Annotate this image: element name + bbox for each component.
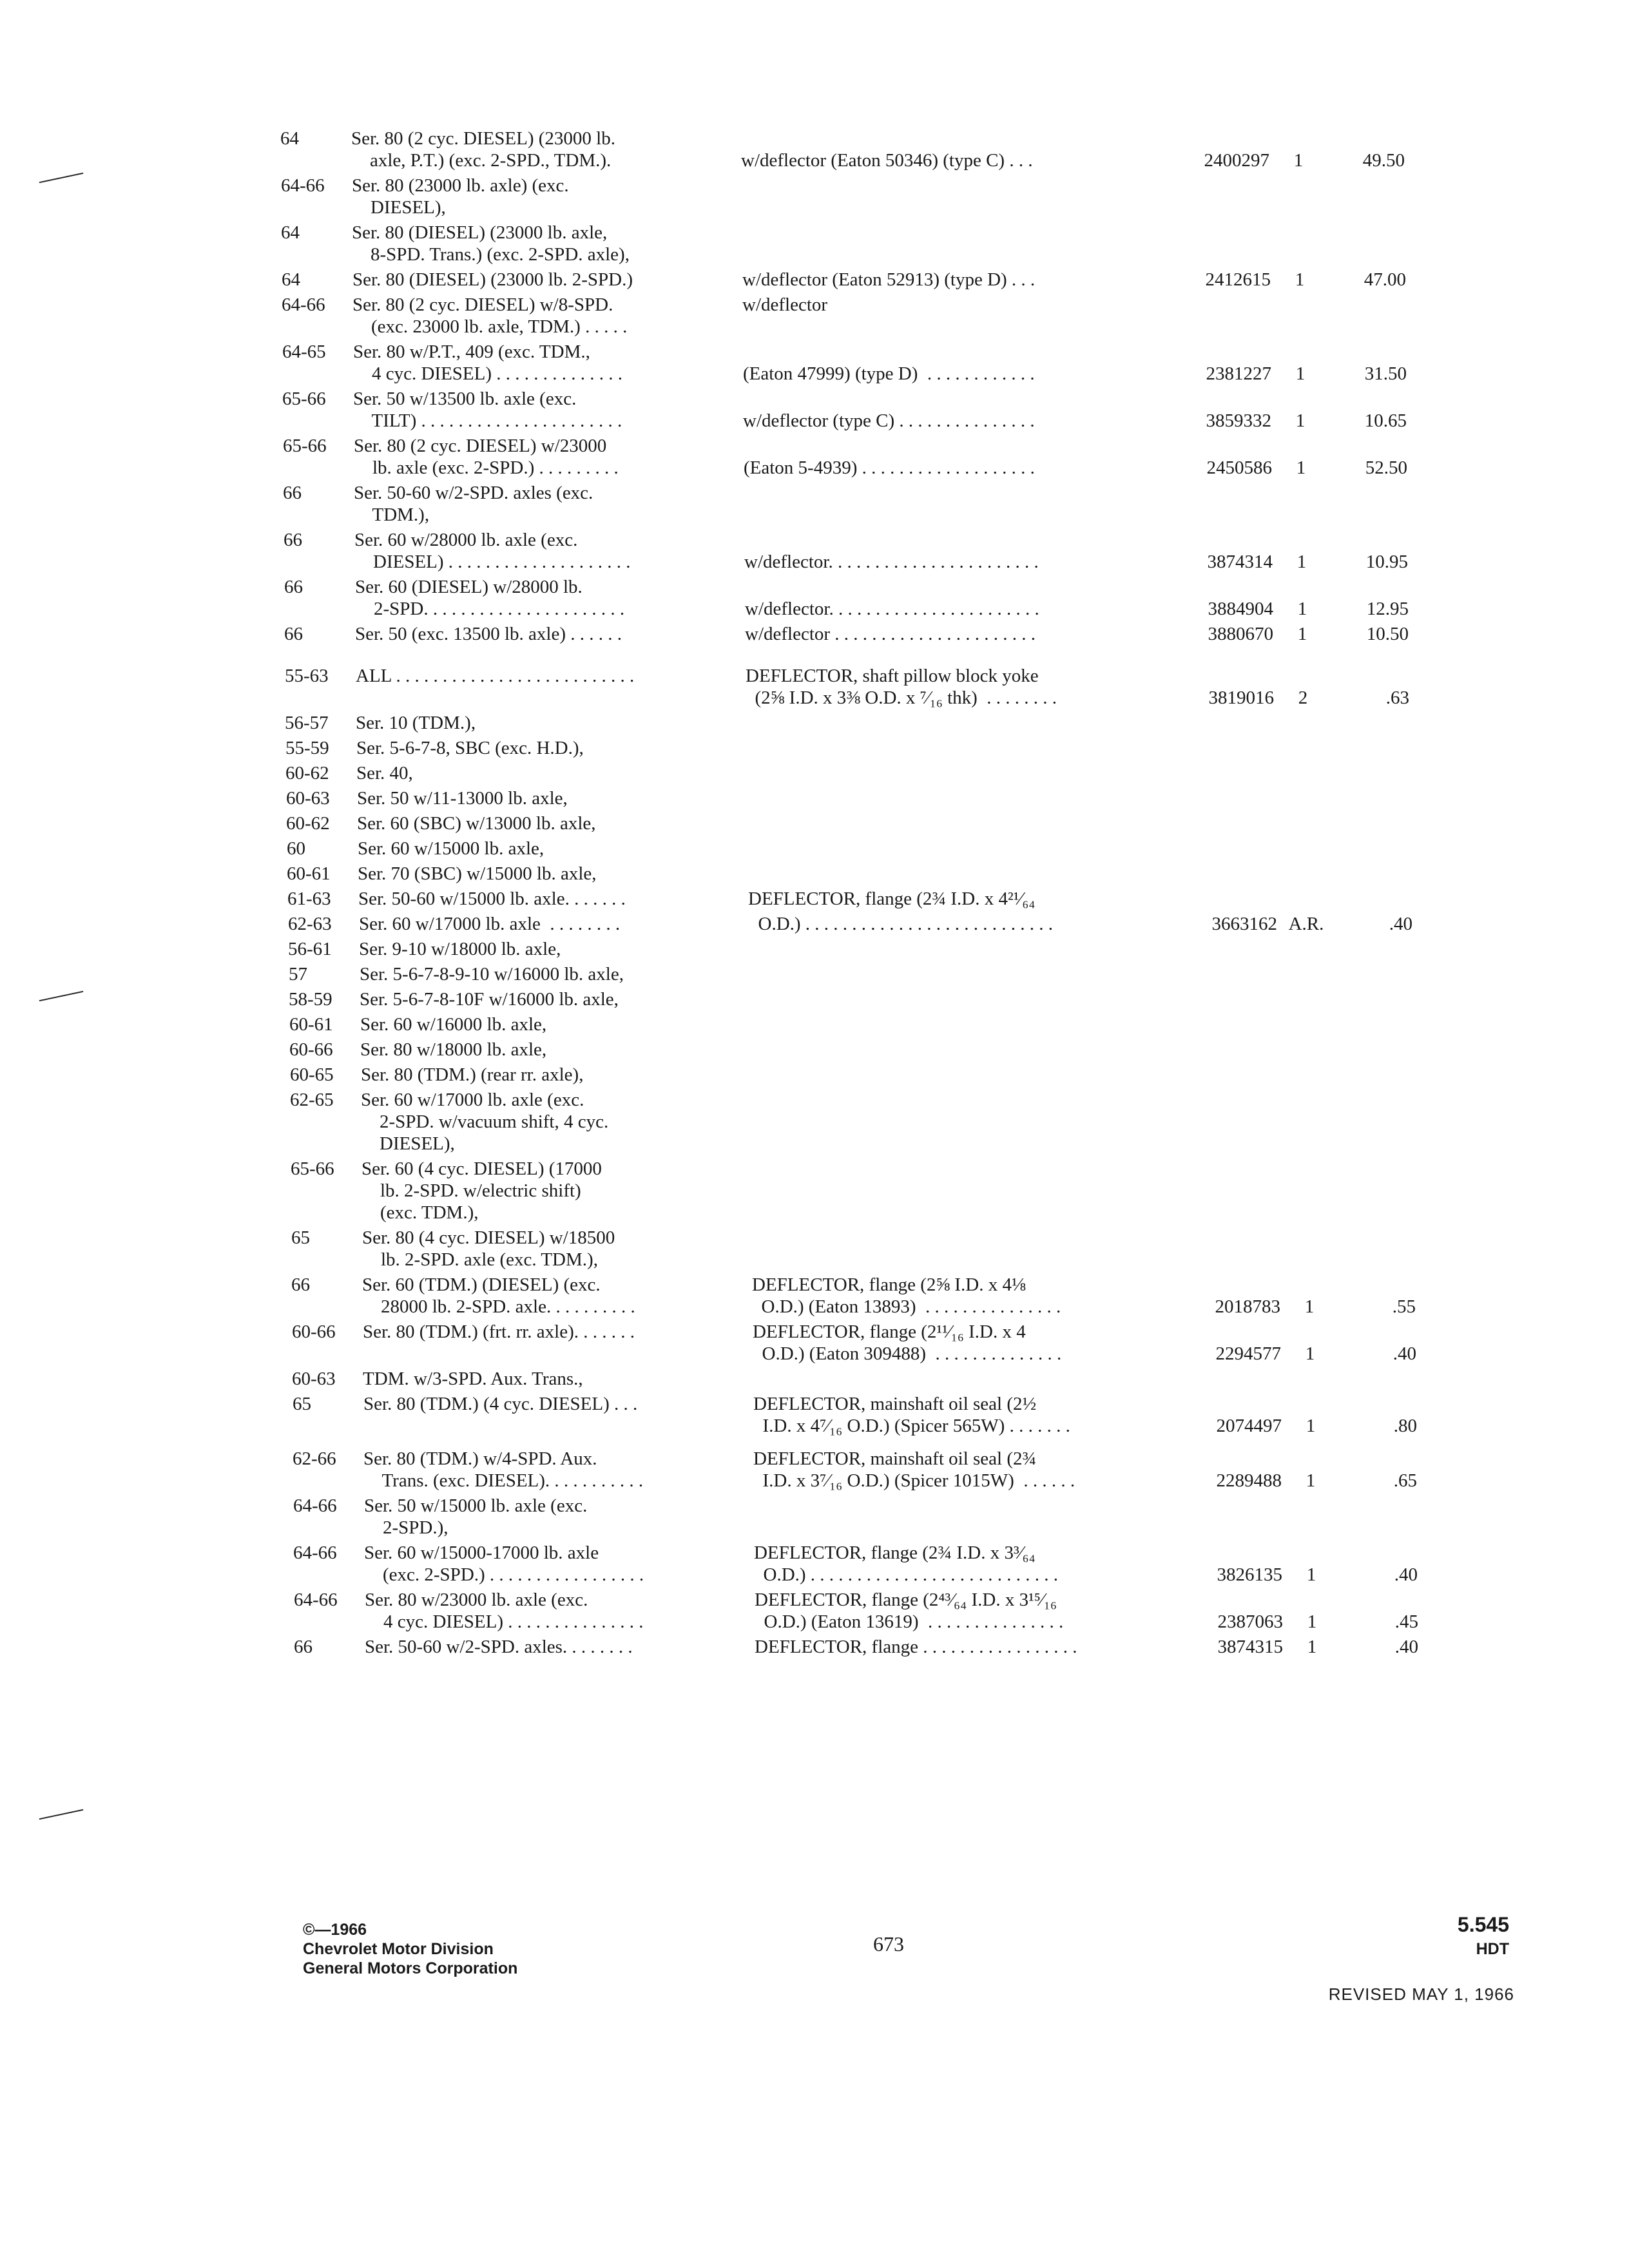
application-text: Ser. 50-60 w/2-SPD. axles. . . . . . . . [365,1637,633,1657]
model-year: 66 [284,530,302,550]
application-text: 2-SPD. w/vacuum shift, 4 cyc. [361,1111,609,1132]
quantity: 1 [1295,269,1305,290]
application-text: Ser. 50-60 w/2-SPD. axles (exc. [354,483,593,503]
model-year: 56-57 [285,713,329,733]
unit-price: .63 [1385,687,1409,708]
section-number: 5.545 [1457,1913,1509,1936]
quantity: 1 [1307,1611,1317,1632]
application-text: Ser. 80 (4 cyc. DIESEL) w/18500 [362,1227,615,1248]
application-text: 2-SPD. . . . . . . . . . . . . . . . . . . . . . [355,599,625,619]
copyright-line: ©—1966 [303,1921,367,1939]
part-description: (Eaton 5-4939) . . . . . . . . . . . . . . . . . . . [744,457,1035,478]
model-year: 66 [294,1637,313,1657]
part-description: w/deflector. . . . . . . . . . . . . . . . . . . . . . . [745,599,1039,619]
part-number: 2412615 [1205,269,1271,290]
model-year: 65 [293,1394,311,1414]
model-year: 64 [280,128,299,149]
application-text: Ser. 9-10 w/18000 lb. axle, [359,939,561,959]
application-text: ALL . . . . . . . . . . . . . . . . . . . . . . . . . . [356,666,635,686]
part-description: DEFLECTOR, flange (2¹¹⁄₁₆ I.D. x 4 [753,1321,1026,1342]
quantity: 1 [1304,1296,1315,1317]
application-text: Trans. (exc. DIESEL). . . . . . . . . . . [363,1470,644,1491]
model-year: 65-66 [282,389,326,409]
unit-price: .80 [1393,1416,1417,1436]
quantity: A.R. [1288,914,1324,934]
application-text: Ser. 50-60 w/15000 lb. axle. . . . . . . [358,889,626,909]
quantity: 1 [1306,1416,1316,1436]
unit-price: .55 [1392,1296,1416,1317]
part-number: 3859332 [1206,410,1271,431]
unit-price: .40 [1394,1564,1418,1585]
part-number: 3874315 [1217,1637,1283,1657]
part-description: DEFLECTOR, shaft pillow block yoke [746,666,1039,686]
quantity: 1 [1305,1343,1315,1364]
model-year: 60-66 [289,1039,333,1060]
application-text: Ser. 60 (DIESEL) w/28000 lb. [355,577,583,597]
part-description: (Eaton 47999) (type D) . . . . . . . . . . . . [743,363,1035,384]
part-description: w/deflector (Eaton 52913) (type D) . . . [742,269,1036,290]
unit-price: .65 [1393,1470,1417,1491]
application-text: lb. 2-SPD. w/electric shift) [361,1180,581,1201]
part-description: DEFLECTOR, flange . . . . . . . . . . . . . . . . . [755,1637,1077,1657]
quantity: 1 [1297,599,1307,619]
application-text: Ser. 60 w/15000-17000 lb. axle [364,1542,599,1563]
model-year: 66 [283,483,302,503]
quantity: 1 [1296,552,1307,572]
part-number: 2294577 [1215,1343,1281,1364]
model-year: 60-65 [290,1064,334,1085]
model-year: 66 [291,1274,310,1295]
application-text: Ser. 80 (TDM.) (4 cyc. DIESEL) . . . [363,1394,638,1414]
application-text: Ser. 80 (DIESEL) (23000 lb. 2-SPD.) [352,269,633,290]
model-year: 64-65 [282,341,326,362]
application-text: Ser. 60 w/28000 lb. axle (exc. [354,530,578,550]
application-text: Ser. 5-6-7-8, SBC (exc. H.D.), [356,738,584,758]
application-text: (exc. 2-SPD.) . . . . . . . . . . . . . . . . . [364,1564,644,1585]
model-year: 55-63 [285,666,329,686]
part-description: DEFLECTOR, mainshaft oil seal (2¾ [753,1448,1037,1469]
model-year: 64-66 [294,1590,338,1610]
part-description: w/deflector (Eaton 50346) (type C) . . . [741,150,1033,171]
part-description: I.D. x 4⁷⁄₁₆ O.D.) (Spicer 565W) . . . . . . . [753,1416,1070,1436]
part-description: w/deflector [742,294,828,315]
part-number: 3880670 [1208,624,1273,644]
application-text: Ser. 80 (TDM.) w/4-SPD. Aux. [363,1448,597,1469]
model-year: 64 [281,222,300,243]
application-text: 28000 lb. 2-SPD. axle. . . . . . . . . . [362,1296,635,1317]
application-text: 4 cyc. DIESEL) . . . . . . . . . . . . . . [353,363,623,384]
corporation-name: General Motors Corporation [303,1959,518,1977]
unit-price: 52.50 [1365,457,1407,478]
application-text: Ser. 80 (2 cyc. DIESEL) (23000 lb. [351,128,615,149]
quantity: 1 [1297,624,1307,644]
quantity: 1 [1293,150,1304,171]
part-number: 3874314 [1207,552,1273,572]
application-text: lb. axle (exc. 2-SPD.) . . . . . . . . . [354,457,619,478]
unit-price: 31.50 [1364,363,1407,384]
model-year: 60-61 [287,863,331,884]
part-description: DEFLECTOR, flange (2¾ I.D. x 4²¹⁄₆₄ [748,889,1036,909]
application-text: Ser. 60 (4 cyc. DIESEL) (17000 [361,1158,602,1179]
binding-mark [39,173,84,184]
part-description: w/deflector . . . . . . . . . . . . . . . . . . . . . . [745,624,1036,644]
part-description: O.D.) . . . . . . . . . . . . . . . . . . . . . . . . . . . [754,1564,1059,1585]
application-text: Ser. 50 w/11-13000 lb. axle, [357,788,568,809]
model-year: 60 [287,838,305,859]
part-number: 2074497 [1216,1416,1282,1436]
unit-price: 47.00 [1364,269,1406,290]
model-year: 60-62 [285,763,329,783]
page-number: 673 [873,1932,904,1956]
application-text: Ser. 5-6-7-8-10F w/16000 lb. axle, [360,989,619,1010]
unit-price: .40 [1389,914,1412,934]
application-text: 8-SPD. Trans.) (exc. 2-SPD. axle), [352,244,630,265]
model-year: 62-66 [293,1448,336,1469]
application-text: Ser. 80 (TDM.) (frt. rr. axle). . . . . . . [363,1321,635,1342]
application-text: (exc. TDM.), [361,1202,479,1223]
model-year: 64-66 [293,1495,337,1516]
application-text: Ser. 80 (23000 lb. axle) (exc. [352,175,569,196]
application-text: Ser. 5-6-7-8-9-10 w/16000 lb. axle, [360,964,624,985]
application-text: DIESEL), [352,197,446,218]
model-year: 58-59 [289,989,333,1010]
model-year: 62-65 [290,1090,334,1110]
quantity: 1 [1295,363,1306,384]
unit-price: .45 [1394,1611,1418,1632]
application-text: TDM. w/3-SPD. Aux. Trans., [363,1369,583,1389]
binding-mark [39,991,84,1002]
section-code: HDT [1476,1940,1509,1958]
application-text: Ser. 70 (SBC) w/15000 lb. axle, [358,863,597,884]
application-text: TDM.), [354,505,430,525]
unit-price: 10.50 [1366,624,1409,644]
model-year: 56-61 [288,939,332,959]
model-year: 60-61 [289,1014,333,1035]
part-description: DEFLECTOR, flange (2¾ I.D. x 3³⁄₆₄ [754,1542,1036,1563]
application-text: Ser. 50 (exc. 13500 lb. axle) . . . . . . [355,624,622,644]
part-number: 3884904 [1208,599,1273,619]
model-year: 60-63 [286,788,330,809]
application-text: DIESEL), [361,1133,455,1154]
unit-price: .40 [1393,1343,1416,1364]
application-text: lb. 2-SPD. axle (exc. TDM.), [362,1249,598,1270]
application-text: Ser. 80 (DIESEL) (23000 lb. axle, [352,222,608,243]
model-year: 65-66 [283,436,327,456]
application-text: Ser. 60 (SBC) w/13000 lb. axle, [357,813,596,834]
application-text: Ser. 60 w/17000 lb. axle . . . . . . . . [359,914,621,934]
part-description: O.D.) (Eaton 13893) . . . . . . . . . . . . . . . [752,1296,1061,1317]
model-year: 62-63 [288,914,332,934]
application-text: Ser. 40, [356,763,413,783]
revised-date: REVISED MAY 1, 1966 [1328,1984,1514,2004]
application-text: Ser. 80 (2 cyc. DIESEL) w/23000 [354,436,607,456]
part-description: DEFLECTOR, flange (2⅝ I.D. x 4⅛ [752,1274,1026,1295]
part-number: 3826135 [1217,1564,1282,1585]
application-text: Ser. 80 w/P.T., 409 (exc. TDM., [353,341,590,362]
application-text: 2-SPD.), [364,1517,448,1538]
application-text: Ser. 80 (2 cyc. DIESEL) w/8-SPD. [352,294,613,315]
part-description: O.D.) (Eaton 13619) . . . . . . . . . . . . . . . [755,1611,1064,1632]
binding-mark [39,1809,84,1820]
model-year: 61-63 [287,889,331,909]
part-description: w/deflector. . . . . . . . . . . . . . . . . . . . . . . [744,552,1039,572]
quantity: 1 [1307,1637,1317,1657]
part-number: 2450586 [1206,457,1272,478]
part-description: O.D.) (Eaton 309488) . . . . . . . . . . . . . . [753,1343,1062,1364]
application-text: Ser. 60 (TDM.) (DIESEL) (exc. [362,1274,601,1295]
application-text: (exc. 23000 lb. axle, TDM.) . . . . . [352,316,628,337]
model-year: 55-59 [285,738,329,758]
application-text: Ser. 10 (TDM.), [356,713,476,733]
quantity: 1 [1295,410,1306,431]
model-year: 60-63 [292,1369,336,1389]
model-year: 64-66 [282,294,325,315]
unit-price: 12.95 [1366,599,1409,619]
application-text: Ser. 80 (TDM.) (rear rr. axle), [361,1064,584,1085]
model-year: 64 [282,269,300,290]
application-text: TILT) . . . . . . . . . . . . . . . . . . . . . . [353,410,622,431]
model-year: 57 [289,964,307,985]
part-description: w/deflector (type C) . . . . . . . . . . . . . . . [743,410,1035,431]
model-year: 65-66 [291,1158,334,1179]
quantity: 2 [1298,687,1308,708]
part-number: 3819016 [1208,687,1274,708]
application-text: Ser. 60 w/17000 lb. axle (exc. [361,1090,584,1110]
model-year: 60-62 [286,813,330,834]
application-text: DIESEL) . . . . . . . . . . . . . . . . . . . . [354,552,631,572]
part-description: O.D.) . . . . . . . . . . . . . . . . . . . . . . . . . . . [749,914,1054,934]
part-number: 3663162 [1211,914,1277,934]
model-year: 64-66 [293,1542,337,1563]
application-text: Ser. 50 w/13500 lb. axle (exc. [353,389,577,409]
unit-price: .40 [1394,1637,1418,1657]
application-text: axle, P.T.) (exc. 2-SPD., TDM.). [351,150,612,171]
application-text: Ser. 80 w/18000 lb. axle, [360,1039,547,1060]
application-text: Ser. 50 w/15000 lb. axle (exc. [364,1495,588,1516]
quantity: 1 [1296,457,1306,478]
quantity: 1 [1306,1470,1316,1491]
part-number: 2387063 [1217,1611,1283,1632]
application-text: Ser. 60 w/16000 lb. axle, [360,1014,547,1035]
application-text: Ser. 80 w/23000 lb. axle (exc. [365,1590,588,1610]
part-description: (2⅝ I.D. x 3⅜ O.D. x ⁷⁄₁₆ thk) . . . . . . . . [746,687,1057,708]
model-year: 60-66 [292,1321,336,1342]
part-number: 2381227 [1206,363,1271,384]
model-year: 64-66 [281,175,325,196]
unit-price: 49.50 [1362,150,1405,171]
part-description: DEFLECTOR, mainshaft oil seal (2½ [753,1394,1037,1414]
quantity: 1 [1306,1564,1316,1585]
model-year: 66 [284,624,303,644]
unit-price: 10.95 [1365,552,1408,572]
model-year: 65 [291,1227,310,1248]
application-text: Ser. 60 w/15000 lb. axle, [358,838,545,859]
division-name: Chevrolet Motor Division [303,1940,494,1958]
model-year: 66 [284,577,303,597]
part-description: I.D. x 3⁷⁄₁₆ O.D.) (Spicer 1015W) . . . . . . [753,1470,1075,1491]
part-number: 2289488 [1216,1470,1282,1491]
part-number: 2018783 [1215,1296,1280,1317]
part-description: DEFLECTOR, flange (2⁴³⁄₆₄ I.D. x 3¹⁵⁄₁₆ [755,1590,1057,1610]
unit-price: 10.65 [1364,410,1407,431]
part-number: 2400297 [1204,150,1269,171]
application-text: 4 cyc. DIESEL) . . . . . . . . . . . . . . . [365,1611,644,1632]
